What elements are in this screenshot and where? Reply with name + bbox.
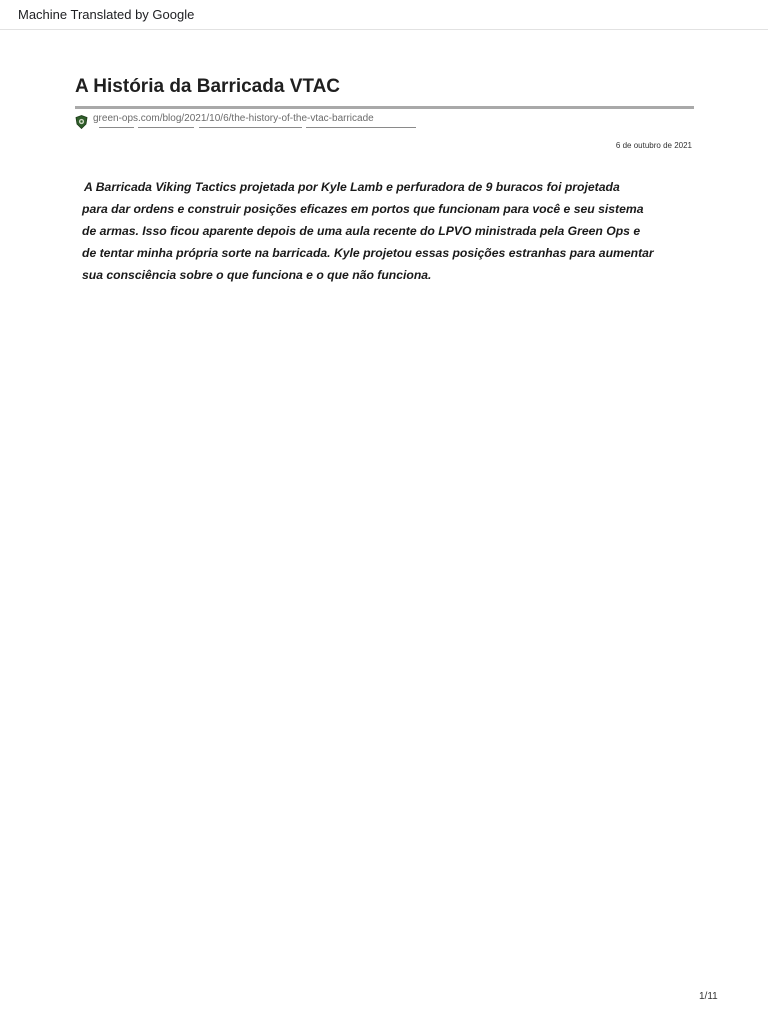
page-number: 1/11 [699, 991, 718, 1002]
page-title: A História da Barricada VTAC [75, 76, 341, 97]
article-paragraph [80, 178, 700, 288]
green-ops-logo-icon [75, 115, 88, 129]
machine-translation-label: Machine Translated by Google [18, 7, 195, 22]
source-url-link[interactable]: green-ops.com/blog/2021/10/6/the-history-of-the-vtac-barricade [93, 113, 374, 124]
url-underline-segment [199, 127, 302, 128]
paragraph-line: de tentar minha própria sorte na barricada. Kyle projetou essas posições estranhas para aumentar [82, 246, 654, 260]
paragraph-line: sua consciência sobre o que funciona e o que não funciona. [82, 268, 432, 282]
machine-translation-banner [0, 0, 768, 30]
url-underline-segment [99, 127, 134, 128]
paragraph-line: A Barricada Viking Tactics projetada por Kyle Lamb e perfuradora de 9 buracos foi projetada [84, 180, 620, 194]
paragraph-line: de armas. Isso ficou aparente depois de uma aula recente do LPVO ministrada pela Green Ops e [82, 224, 641, 238]
url-underline-segment [138, 127, 194, 128]
url-underline-segment [306, 127, 416, 128]
title-divider [75, 106, 694, 109]
publish-date: 6 de outubro de 2021 [615, 141, 692, 150]
paragraph-line: para dar ordens e construir posições eficazes em portos que funcionam para você e seu sistema [82, 202, 644, 216]
